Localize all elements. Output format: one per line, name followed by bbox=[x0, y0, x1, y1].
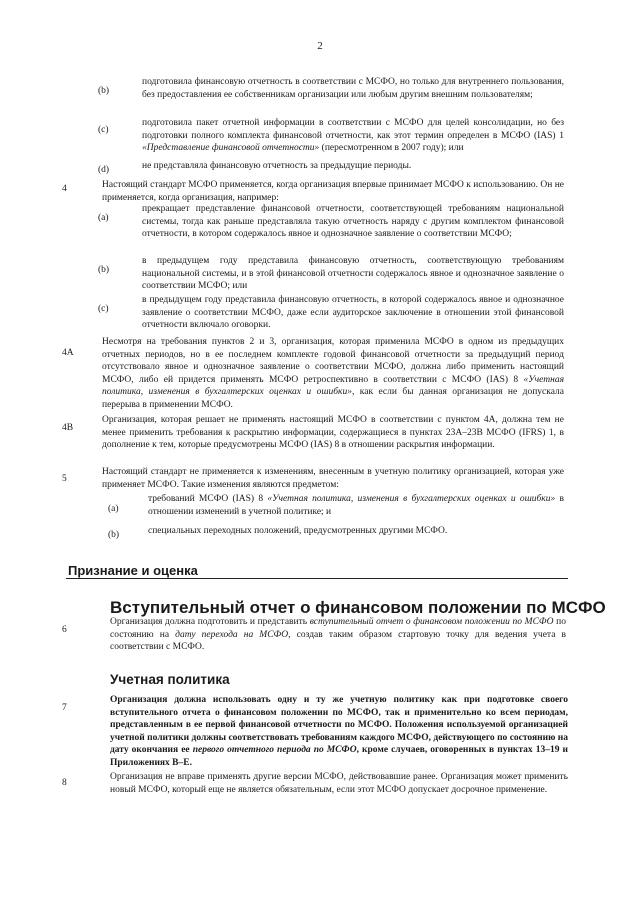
para-5b-text: специальных переходных положений, предусмотренных другими МСФО. bbox=[148, 526, 448, 536]
para-5-text: Настоящий стандарт не применяется к изменениям, внесенным в учетную политику организацией, которая уже применяет МСФО. Такие изменения являются предметом: bbox=[102, 467, 564, 490]
item-3d-text: не представляла финансовую отчетность за предыдущие периоды. bbox=[142, 161, 412, 171]
section-divider bbox=[66, 578, 568, 579]
para-4a-text: прекращает представление финансовой отчетности, соответствующей требованиям национальной системы, тогда как раньше представляла такую отчетность наряду с другим комплектом финансовой отчетности, в котором содержалось явное и однозначное заявление о соответствии МСФО; bbox=[142, 204, 564, 239]
para-4-text: Настоящий стандарт МСФО применяется, когда организация впервые принимает МСФО к использованию. Он не применяется, когда организация, например: bbox=[102, 180, 564, 203]
para-7-number: 7 bbox=[62, 703, 67, 713]
para-4b-text: в предыдущем году представила финансовую отчетность, соответствующую требованиям национальной системы, и в этой финансовой отчетности содержалось явное и однозначное заявление о соответствии МСФО; или bbox=[142, 256, 564, 291]
heading-accounting-policy: Учетная политика bbox=[110, 672, 230, 687]
para-7-text: Организация должна использовать одну и ту же учетную политику как при подготовке своего вступительного отчета о финансовом положении по МСФО, так и применительно ко всем периодам, представленным в ее первой финансовой отчетности по МСФО. Положения используемой организацией учетной политики должны соответствовать требованиям каждого МСФО, действующего по состоянию на дату окончания ее первого отчетного периода по МСФО, кроме случаев, оговоренных в пунктах 13–19 и Приложениях В–Е. bbox=[110, 695, 568, 768]
para-4A-number: 4A bbox=[62, 348, 74, 358]
para-4a-label: (a) bbox=[98, 213, 109, 223]
para-5b-label: (b) bbox=[108, 530, 120, 540]
para-8-text: Организация не вправе применять другие версии МСФО, действовавшие ранее. Организация может применить новый МСФО, который еще не является обязательным, если этот МСФО допускает досрочное применение. bbox=[110, 772, 568, 795]
para-4c-label: (c) bbox=[98, 304, 109, 314]
para-6-text: Организация должна подготовить и представить вступительный отчет о финансовом положении по МСФО по состоянию на дату перехода на МСФО, создав таким образом стартовую точку для ведения учета в соответствии с МСФО. bbox=[110, 617, 566, 652]
para-4B-text: Организация, которая решает не применять настоящий МСФО в соответствии с пунктом 4A, должна тем не менее применить требования к раскрытию информации, содержащиеся в пунктах 23A–23B МСФО (IFRS) 1, в дополнение к тем, которые предусмотрены МСФО (IAS) 8 в отношении раскрытия информации. bbox=[102, 415, 564, 450]
heading-opening-statement: Вступительный отчет о финансовом положении по МСФО bbox=[110, 598, 606, 617]
para-4b-label: (b) bbox=[98, 265, 110, 275]
section-title: Признание и оценка bbox=[68, 563, 198, 578]
para-4B-number: 4B bbox=[62, 423, 74, 433]
para-5a-text: требований МСФО (IAS) 8 «Учетная политика, изменения в бухгалтерских оценках и ошибки» в отношении изменений в учетной политике; и bbox=[148, 494, 565, 517]
item-3c-label: (c) bbox=[98, 125, 109, 135]
item-3c-text: подготовила пакет отчетной информации в соответствии с МСФО для целей консолидации, но без подготовки полного комплекта финансовой отчетности, как этот термин определен в МСФО (IAS) 1 «Представление финансовой отчетности» (пересмотренном в 2007 году); или bbox=[142, 118, 564, 153]
para-4A-text: Несмотря на требования пунктов 2 и 3, организация, которая применила МСФО в одном из предыдущих отчетных периодов, но в ее последнем комплекте годовой финансовой отчетности за предыдущий период отсутствовало явное и однозначное заявление о соответствии МСФО, должна либо применить настоящий МСФО, либо ей придется применять МСФО ретроспективно в соответствии с МСФО (IAS) 8 «Учетная политика, изменения в бухгалтерских оценках и ошибки», как если бы данная организация не допускала перерыва в применении МСФО. bbox=[102, 337, 564, 410]
para-8-number: 8 bbox=[62, 778, 67, 788]
para-5-number: 5 bbox=[62, 474, 67, 484]
para-4c-text: в предыдущем году представила финансовую отчетность, в которой содержалось явное и однозначное заявление о соответствии МСФО, даже если аудиторское заключение в отношении этой финансовой отчетности включало оговорки. bbox=[142, 295, 564, 330]
item-3b-text: подготовила финансовую отчетность в соответствии с МСФО, но только для внутреннего пользования, без предоставления ее собственникам организации или любым другим внешним пользователям; bbox=[142, 77, 564, 100]
para-6-number: 6 bbox=[62, 625, 67, 635]
item-3b-label: (b) bbox=[98, 86, 110, 96]
page-number: 2 bbox=[317, 40, 323, 52]
para-4-number: 4 bbox=[62, 184, 67, 194]
para-5a-label: (a) bbox=[108, 504, 119, 514]
item-3d-label: (d) bbox=[98, 165, 110, 175]
